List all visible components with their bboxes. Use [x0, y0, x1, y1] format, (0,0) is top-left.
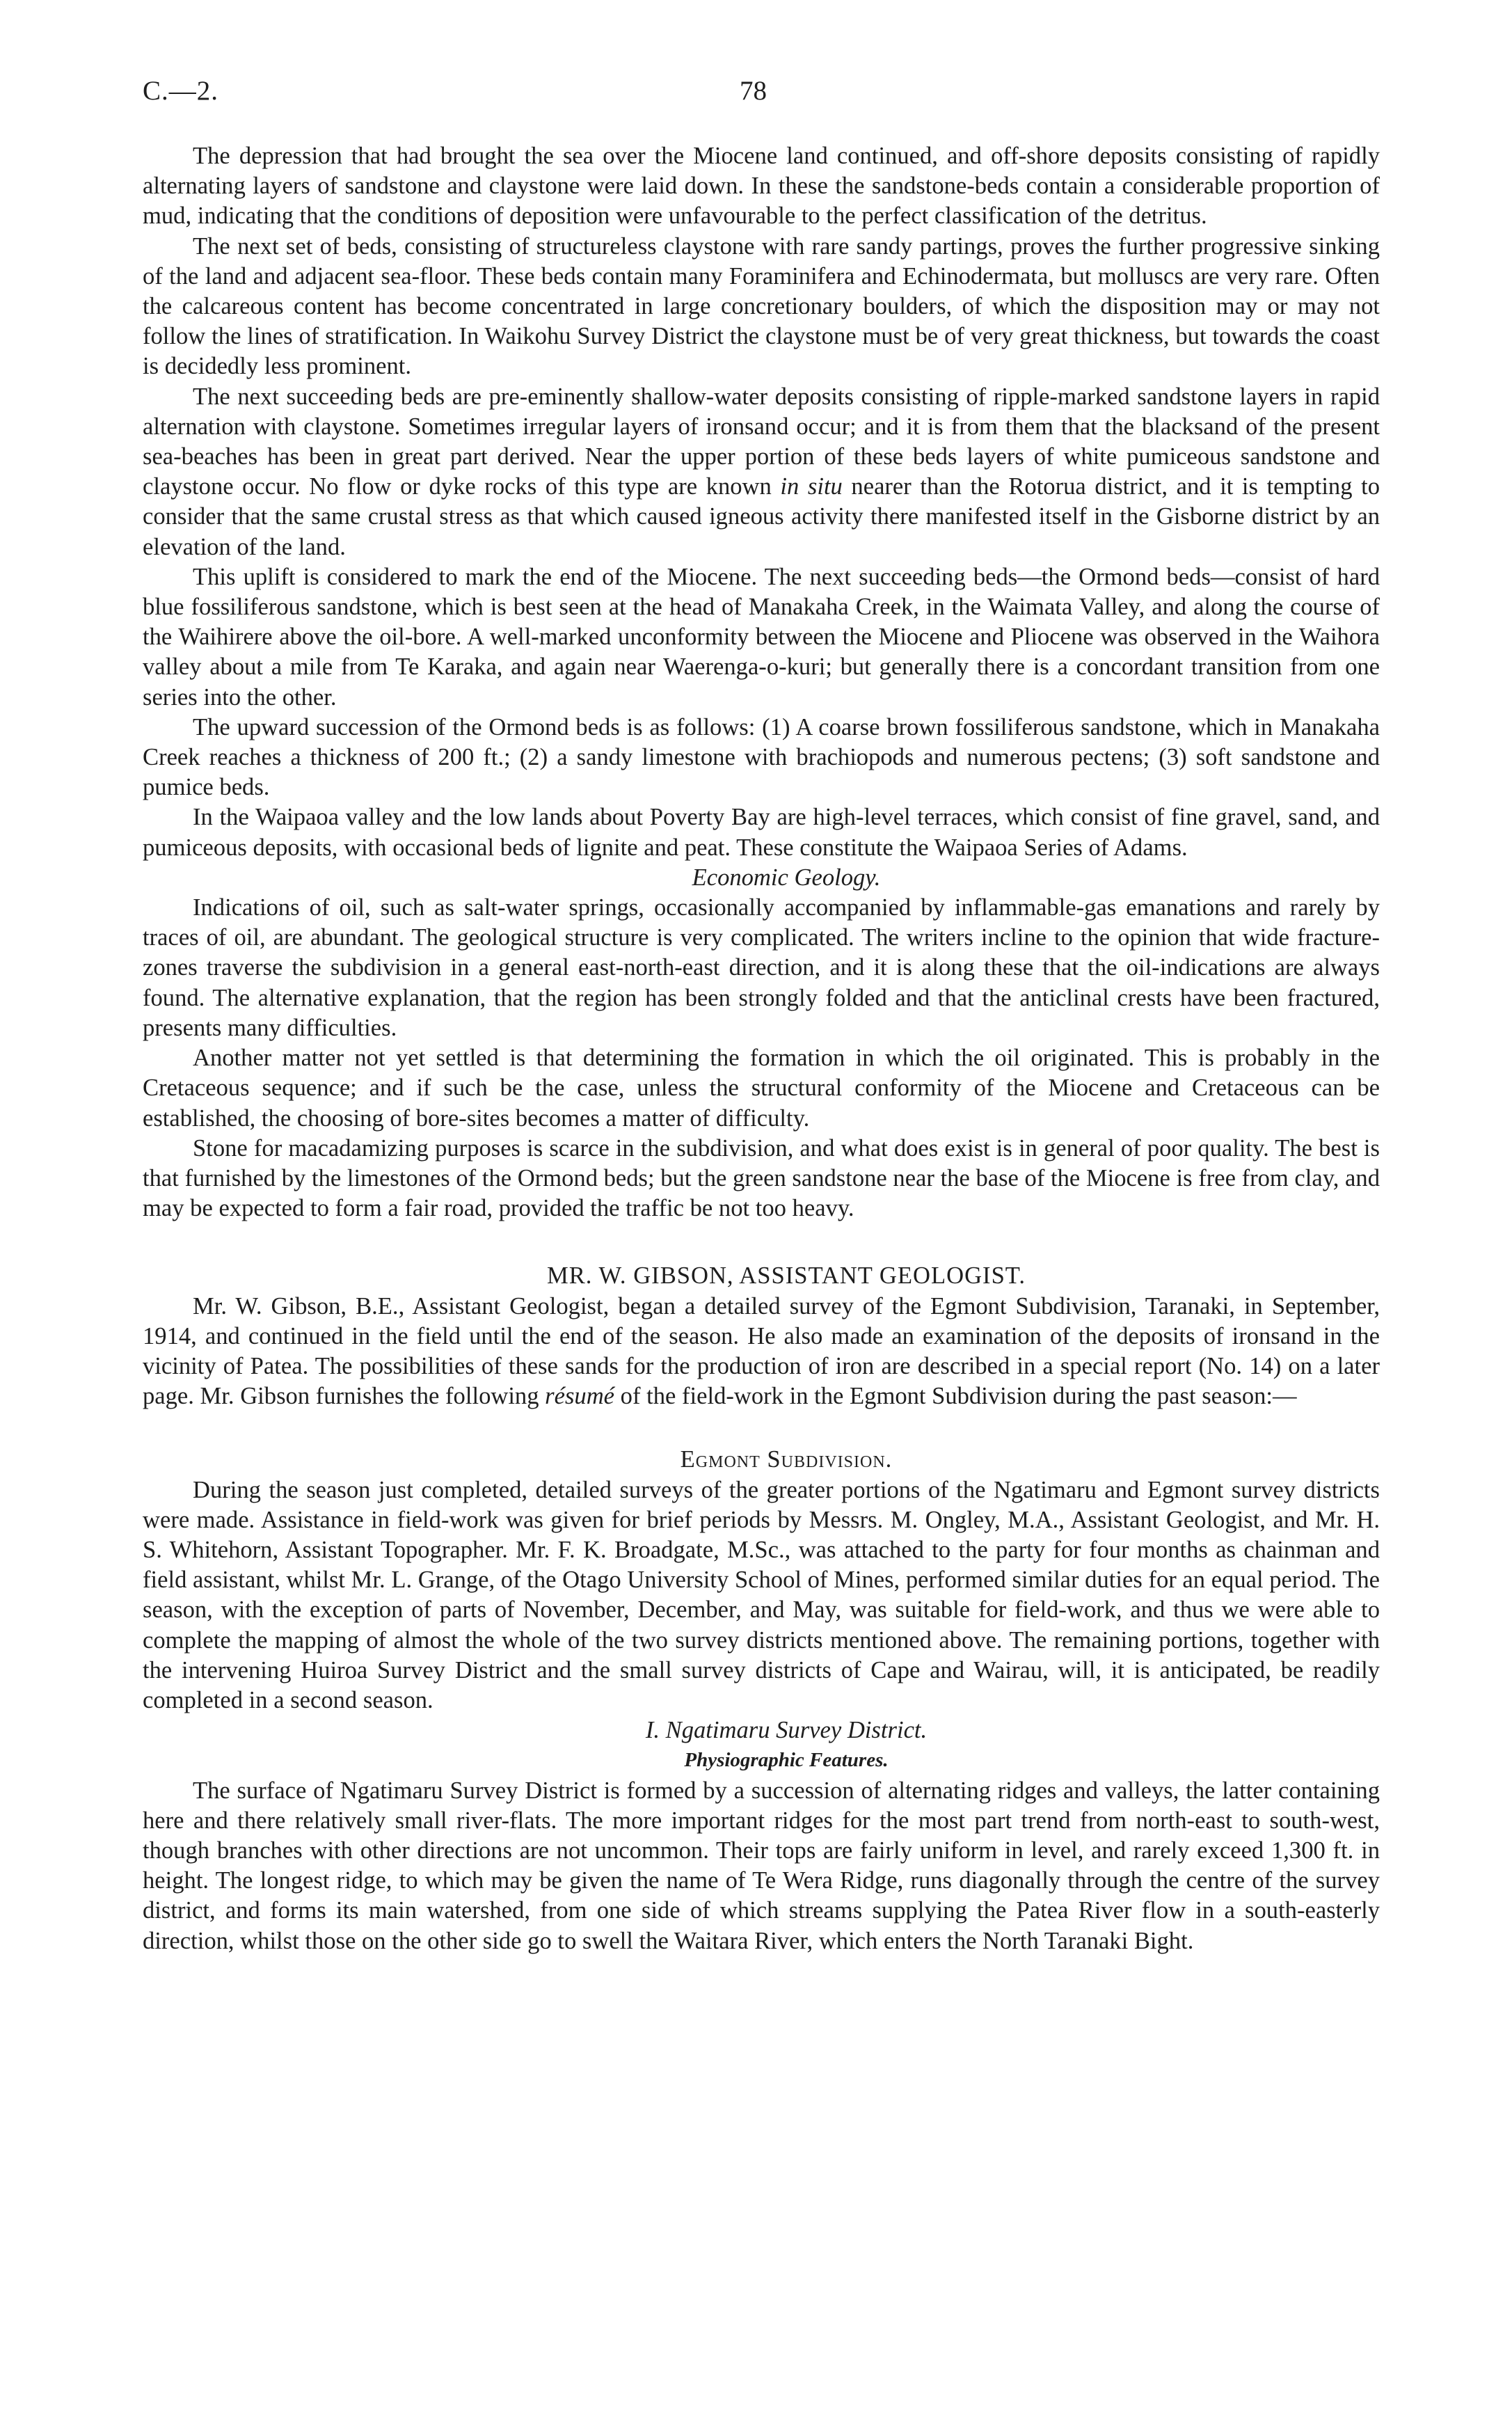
document-body [143, 141, 1380, 1956]
paragraph [143, 382, 1380, 562]
section-heading-ngatimaru: I. Ngatimaru Survey District. [645, 1717, 928, 1744]
paragraph-text: The next succeeding beds are pre-eminently shallow-water deposits consisting of ripple-marked sandstone layers in rapid alternation with claystone. Sometimes irregular layers of ironsand occur; and it is from them that the blacksand of the present sea-beaches has been in great part derived. Near the upper portion of these beds layers of white pumiceous sandstone and claystone occur. No flow or dyke rocks of this type are known [143, 383, 1380, 500]
paragraph: The surface of Ngatimaru Survey District is formed by a succession of alternating ridges and valleys, the latter containing here and there relatively small river-flats. The more important ridges for the most part trend from north-east to south-west, though branches with other directions are not uncommon. Their tops are fairly uniform in level, and rarely exceed 1,300 ft. in height. The longest ridge, to which may be given the name of Te Wera Ridge, runs diagonally through the centre of the survey district, and forms its main watershed, from one side of which streams supplying the Patea River flow in a south-easterly direction, whilst those on the other side go to swell the Waitara River, which enters the North Taranaki Bight. [143, 1777, 1380, 1954]
paragraph: During the season just completed, detailed surveys of the greater portions of the Ngatimaru and Egmont survey districts were made. Assistance in field-work was given for brief periods by Messrs. M. Ongley, M.A., Assistant Geologist, and Mr. H. S. Whitehorn, Assistant Topographer. Mr. F. K. Broadgate, M.Sc., was attached to the party for four months as chainman and field assistant, whilst Mr. L. Grange, of the Otago University School of Mines, performed similar duties for an equal period. The season, with the exception of parts of November, December, and May, was suitable for field-work, and thus we were able to complete the mapping of almost the whole of the two survey districts mentioned above. The remaining portions, together with the intervening Huiroa Survey District and the small survey districts of Cape and Wairau, will, it is anticipated, be readily completed in a second season. [143, 1476, 1380, 1713]
paragraph: Stone for macadamizing purposes is scarce in the subdivision, and what does exist is in general of poor quality. The best is that furnished by the limestones of the Ormond beds; but the green sandstone near the base of the Miocene is free from clay, and may be expected to form a fair road, provided the traffic be not too heavy. [143, 1134, 1380, 1222]
paragraph: The depression that had brought the sea over the Miocene land continued, and off-shore deposits consisting of rapidly alternating layers of sandstone and claystone were laid down. In these the sandstone-beds contain a considerable proportion of mud, indicating that the conditions of deposition were unfavourable to the perfect classification of the detritus. [143, 143, 1380, 230]
paragraph-text: of the field-work in the Egmont Subdivision during the past season:— [614, 1383, 1297, 1410]
paragraph: In the Waipaoa valley and the low lands about Poverty Bay are high-level terraces, which consist of fine gravel, sand, and pumiceous deposits, with occasional beds of lignite and peat. These constitute the Waipaoa Series of Adams. [143, 804, 1380, 861]
page-number: 78 [740, 76, 767, 106]
section-heading-economic-geology: Economic Geology. [692, 864, 881, 891]
section-heading-egmont-subdivision: Egmont Subdivision. [680, 1446, 893, 1473]
spacer [143, 1411, 1380, 1445]
paragraph: This uplift is considered to mark the end of the Miocene. The next succeeding beds—the Ormond beds—consist of hard blue fossiliferous sandstone, which is best seen at the head of Manakaha Creek, in the Waimata Valley, and along the course of the Waihirere above the oil-bore. A well-marked unconformity between the Miocene and Pliocene was observed in the Waihora valley about a mile from Te Karaka, and again near Waerenga-o-kuri; but generally there is a concordant transition from one series into the other. [143, 563, 1380, 711]
paragraph: Another matter not yet settled is that determining the formation in which the oil originated. This is probably in the Cretaceous sequence; and if such be the case, unless the structural conformity of the Miocene and Cretaceous can be established, the choosing of bore-sites becomes a matter of difficulty. [143, 1045, 1380, 1132]
section-heading-gibson: MR. W. GIBSON, ASSISTANT GEOLOGIST. [546, 1262, 1026, 1290]
paragraph-text: Mr. W. Gibson, B.E., Assistant Geologist, began a detailed survey of the Egmont Subdivision, Taranaki, in September, 1914, and continued in the field until the end of the season. He also made an examination of the deposits of ironsand in the vicinity of Patea. The possibilities of these sands for the production of iron are described in a special report (No. 14) on a later page. Mr. Gibson furnishes the following [143, 1292, 1380, 1410]
subheading-physiographic-features: Physiographic Features. [684, 1749, 889, 1772]
document-reference: C.—2. [143, 76, 219, 106]
italic-term: résumé [545, 1383, 615, 1410]
italic-term: in situ [780, 473, 843, 500]
page-header [143, 75, 1380, 117]
paragraph [143, 1292, 1380, 1412]
spacer [143, 1223, 1380, 1261]
paragraph-text: nearer than the Rotorua district, and it is tempting to consider that the same crustal stress as that which caused igneous activity there manifested itself in the Gisborne district by an elevation of the land. [143, 473, 1380, 560]
paragraph: Indications of oil, such as salt-water springs, occasionally accompanied by inflammable-gas emanations and rarely by traces of oil, are abundant. The geological structure is very complicated. The writers incline to the opinion that wide fracture-zones traverse the subdivision in a general east-north-east direction, and it is along these that the oil-indications are always found. The alternative explanation, that the region has been strongly folded and that the anticlinal crests have been fractured, presents many difficulties. [143, 894, 1380, 1041]
paragraph: The next set of beds, consisting of structureless claystone with rare sandy partings, proves the further progressive sinking of the land and adjacent sea-floor. These beds contain many Foraminifera and Echinodermata, but molluscs are very rare. Often the calcareous content has become concentrated in large concretionary boulders, of which the disposition may or may not follow the lines of stratification. In Waikohu Survey District the claystone must be of very great thickness, but towards the coast is decidedly less prominent. [143, 232, 1380, 380]
paragraph: The upward succession of the Ormond beds is as follows: (1) A coarse brown fossiliferous sandstone, which in Manakaha Creek reaches a thickness of 200 ft.; (2) a sandy limestone with brachiopods and numerous pectens; (3) soft sandstone and pumice beds. [143, 713, 1380, 801]
